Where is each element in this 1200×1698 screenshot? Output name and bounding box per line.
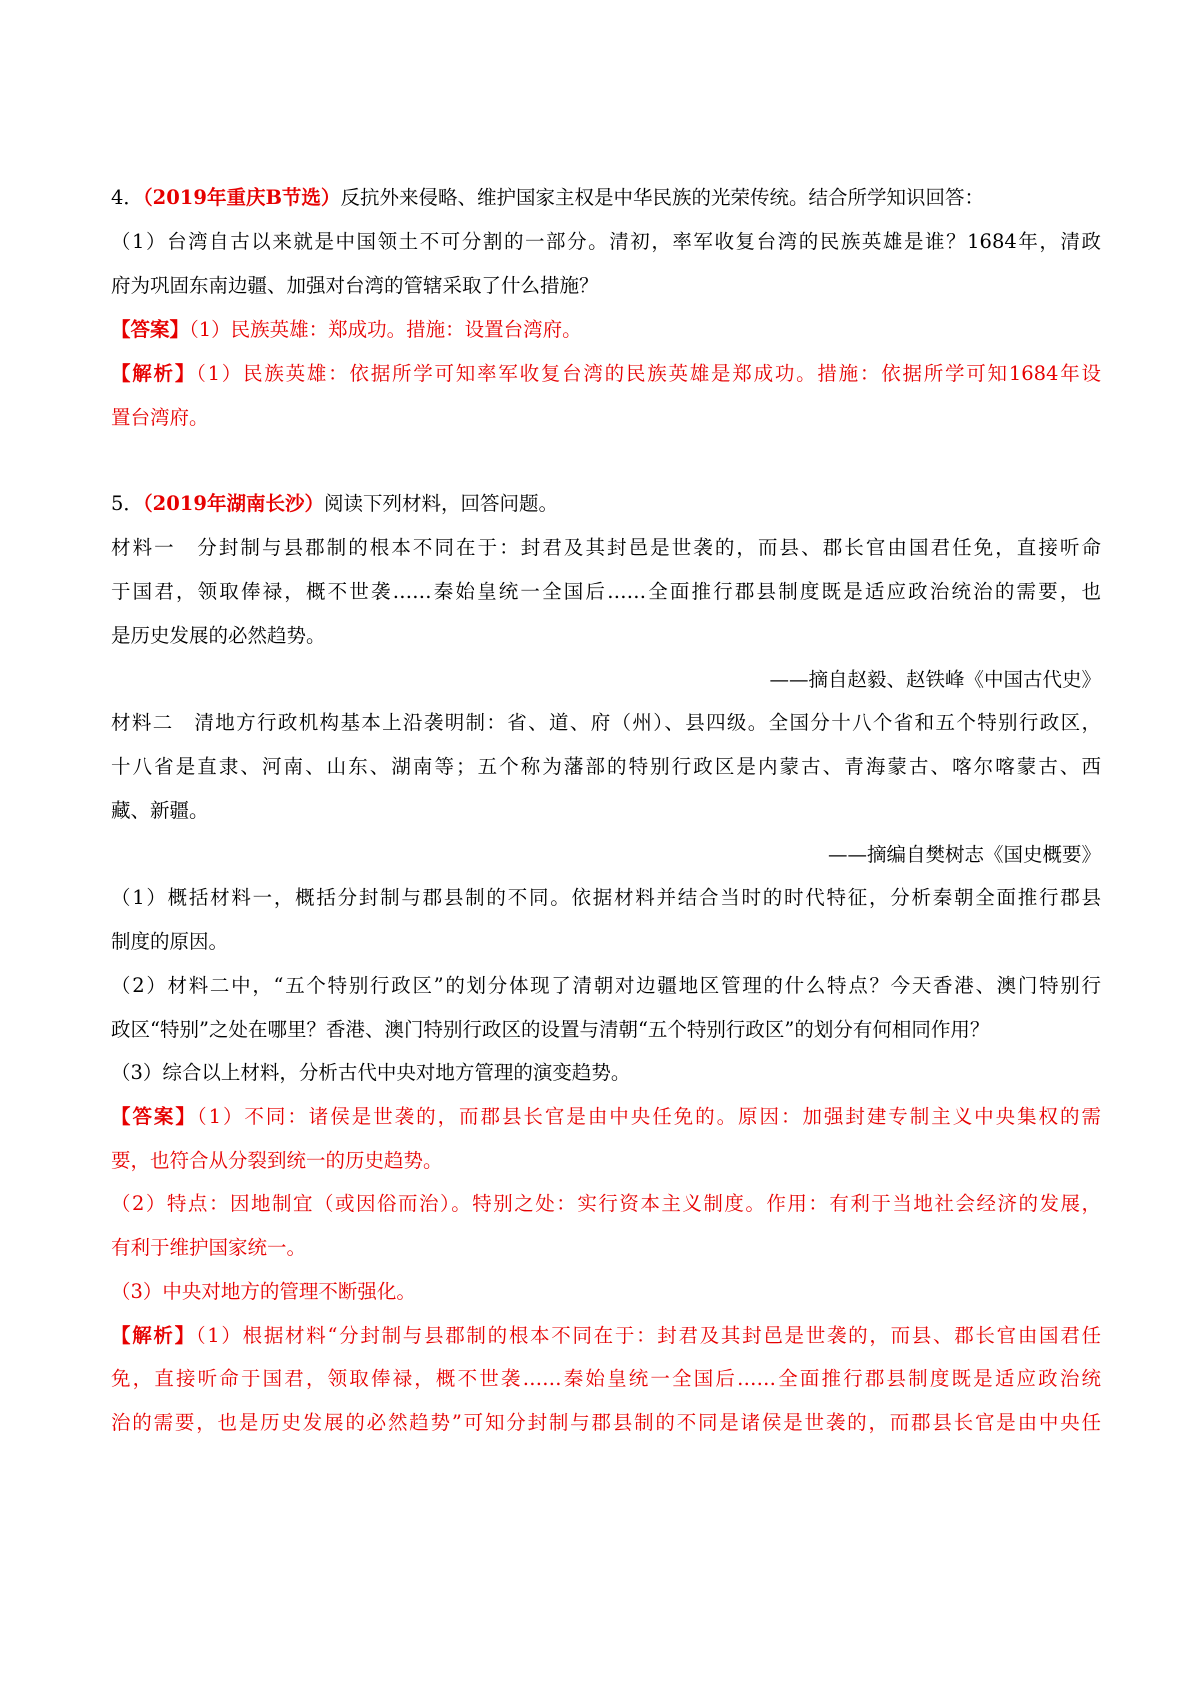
q5-material2-line3: 藏、新疆。 (111, 799, 209, 822)
q5-stem: 阅读下列材料，回答问题。 (323, 492, 558, 515)
q4-part1-line2: 府为巩固东南边疆、加强对台湾的管辖采取了什么措施？ (111, 274, 599, 297)
q4-answer-tag: 【答案】 (111, 318, 190, 341)
q4-number: 4． (111, 186, 143, 209)
q4-part1-line1: （1）台湾自古以来就是中国领土不可分割的一部分。清初，率军收复台湾的民族英雄是谁？1684年，清政 (111, 230, 1101, 253)
q5-material2-line2: 十八省是直隶、河南、山东、湖南等；五个称为藩部的特别行政区是内蒙古、青海蒙古、喀尔喀蒙古、西 (111, 755, 1101, 778)
q5-source: （2019年湖南长沙） (142, 492, 324, 515)
q5-answer3-line1: （3）中央对地方的管理不断强化。 (111, 1280, 416, 1303)
q4-analysis-line2: 置台湾府。 (111, 406, 209, 429)
q5-question1-line2: 制度的原因。 (111, 930, 229, 953)
q5-question2-line2: 政区“特别”之处在哪里？香港、澳门特别行政区的设置与清朝“五个特别行政区”的划分有何相同作用？ (111, 1018, 990, 1041)
q5-question2-line1: （2）材料二中，“五个特别行政区”的划分体现了清朝对边疆地区管理的什么特点？今天香港、澳门特别行 (111, 974, 1101, 997)
q5-analysis-line1 (111, 1322, 1101, 1350)
q5-analysis-text: （1）根据材料“分封制与县郡制的根本不同在于：封君及其封邑是世袭的，而县、郡长官由国君任 (195, 1324, 1101, 1347)
q4-answer-text: （1）民族英雄：郑成功。措施：设置台湾府。 (189, 318, 582, 341)
q4-analysis-line1 (111, 360, 1101, 388)
q5-number: 5． (111, 492, 143, 515)
q4-heading (111, 184, 1101, 212)
q5-material2-source: ——摘编自樊树志《国史概要》 (827, 843, 1101, 866)
q5-answer-tag: 【答案】 (111, 1105, 197, 1128)
q5-heading (111, 490, 1101, 518)
q5-answer1-line1 (111, 1103, 1101, 1131)
q4-source: （2019年重庆B节选） (142, 186, 341, 209)
q5-material1-line2: 于国君，领取俸禄，概不世袭……秦始皇统一全国后……全面推行郡县制度既是适应政治统治的需要，也 (111, 580, 1101, 603)
q5-answer2-line1: （2）特点：因地制宜（或因俗而治）。特别之处：实行资本主义制度。作用：有利于当地社会经济的发展， (111, 1192, 1101, 1215)
q5-material1-line3: 是历史发展的必然趋势。 (111, 624, 326, 647)
q5-question1-line1: （1）概括材料一，概括分封制与郡县制的不同。依据材料并结合当时的时代特征，分析秦朝全面推行郡县 (111, 886, 1101, 909)
q5-analysis-line2: 免，直接听命于国君，领取俸禄，概不世袭……秦始皇统一全国后……全面推行郡县制度既是适应政治统 (111, 1367, 1101, 1390)
q4-stem: 反抗外来侵略、维护国家主权是中华民族的光荣传统。结合所学知识回答： (340, 186, 984, 209)
q5-answer1-text: （1）不同：诸侯是世袭的，而郡县长官是由中央任免的。原因：加强封建专制主义中央集权的需 (196, 1105, 1101, 1128)
q5-analysis-tag: 【解析】 (111, 1324, 196, 1347)
q4-analysis-text: （1）民族英雄：依据所学可知率军收复台湾的民族英雄是郑成功。措施：依据所学可知1684年设 (196, 362, 1101, 385)
q4-answer (111, 316, 1101, 344)
q5-material1-line1: 材料一 分封制与县郡制的根本不同在于：封君及其封邑是世袭的，而县、郡长官由国君任免，直接听命 (111, 536, 1101, 559)
q5-material1-source: ——摘自赵毅、赵铁峰《中国古代史》 (769, 668, 1101, 691)
q5-question3-line1: （3）综合以上材料，分析古代中央对地方管理的演变趋势。 (111, 1061, 631, 1084)
q5-analysis-line3: 治的需要，也是历史发展的必然趋势”可知分封制与郡县制的不同是诸侯是世袭的，而郡县长官是由中央任 (111, 1411, 1101, 1434)
q5-answer2-line2: 有利于维护国家统一。 (111, 1236, 307, 1259)
q5-material2-line1: 材料二 清地方行政机构基本上沿袭明制：省、道、府（州）、县四级。全国分十八个省和五个特别行政区， (111, 711, 1101, 734)
q4-analysis-tag: 【解析】 (111, 362, 197, 385)
q5-answer1-line2: 要，也符合从分裂到统一的历史趋势。 (111, 1149, 443, 1172)
